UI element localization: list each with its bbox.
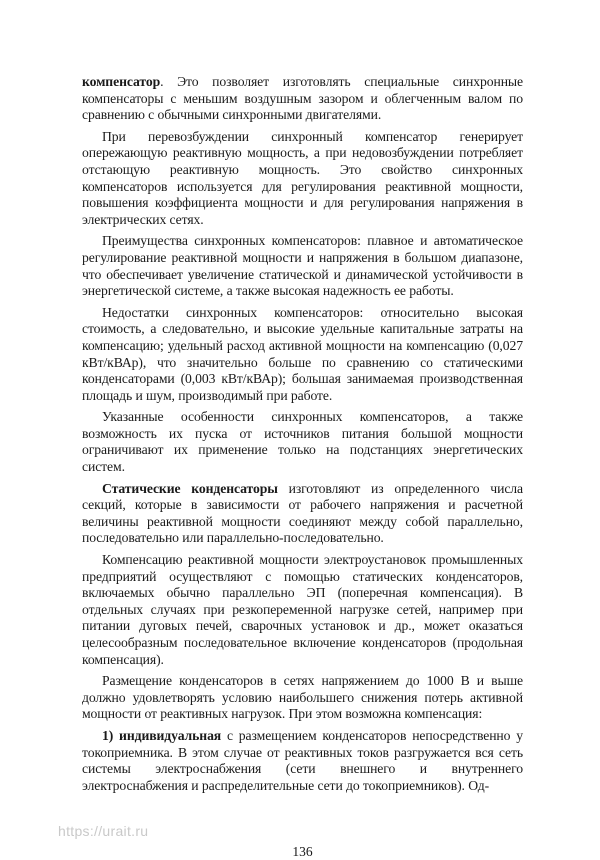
- paragraph-text: При перевозбуждении синхронный компенсатор генерирует опережающую реактивную мощность, а при недовозбуждении потребляет отстающую реактивную мощность. Это свойство синхронных компенсаторов используется для регулирования реактивной мощности, повышения коэффициента мощности и для регулирования напряжения в электрических сетях.: [82, 128, 523, 227]
- paragraph-5: [82, 409, 523, 475]
- bold-term: 1) индивидуальная: [102, 727, 222, 743]
- paragraph-text: Преимущества синхронных компенсаторов: плавное и автоматическое регулирование реактивной мощности и напряжения в большом диапазоне, что обеспечивает увеличение статической и динамической устойчивости в энергетической системе, а также высокая надежность ее работы.: [82, 233, 523, 299]
- paragraph-1: [82, 74, 523, 124]
- paragraph-text: . Это позволяет изготовлять специальные синхронные компенсаторы с меньшим воздушным зазором и облегченным валом по сравнению с обычными синхронными двигателями.: [82, 74, 523, 123]
- paragraph-text: Размещение конденсаторов в сетях напряжением до 1000 В и выше должно удовлетворять условию наибольшего снижения потерь активной мощности от реактивных нагрузок. При этом возможна компенсация:: [82, 673, 523, 722]
- paragraph-6: [82, 481, 523, 547]
- paragraph-2: [82, 129, 523, 229]
- paragraph-text: изготовляют из определенного числа секций, которые в зависимости от рабочего напряжения и расчетной величины реактивной мощности соединяют между собой параллельно, последовательно или параллельно-последовательно.: [82, 480, 523, 546]
- paragraph-9: [82, 728, 523, 794]
- body-text: [82, 74, 523, 794]
- paragraph-7: [82, 552, 523, 668]
- paragraph-text: Компенсацию реактивной мощности электроустановок промышленных предприятий осуществляют с помощью статических конденсаторов, включаемых обычно параллельно ЭП (поперечная компенсация). В отдельных случаях при резкопеременной нагрузке сетей, например при питании дуговых печей, сварочных установок и др., может оказаться целесообразным последовательное включение конденсаторов (продольная компенсация).: [82, 552, 523, 667]
- paragraph-8: [82, 673, 523, 723]
- bold-term: компенсатор: [82, 74, 161, 89]
- paragraph-text: Недостатки синхронных компенсаторов: относительно высокая стоимость, а следовательно, и высокие удельные капитальные затраты на компенсацию; удельный расход активной мощности на компенсацию (0,027 кВт/кВАр), что значительно больше по сравнению со статическими конденсаторами (0,003 кВт/кВАр); большая занимаемая производственная площадь и шум, производимый при работе.: [82, 304, 523, 403]
- page-number: 136: [292, 844, 313, 859]
- watermark-link[interactable]: https://urait.ru: [58, 823, 149, 839]
- bold-term: Статические конденсаторы: [102, 480, 278, 496]
- paragraph-3: [82, 233, 523, 299]
- paragraph-text: Указанные особенности синхронных компенсаторов, а также возможность их пуска от источников питания большой мощности ограничивают их применение только на подстанциях энергетических систем.: [82, 409, 523, 475]
- paragraph-text: с размещением конденсаторов непосредственно у токоприемника. В этом случае от реактивных токов разгружается вся сеть системы электроснабжения (сети внешнего и внутреннего электроснабжения и распределительные сети до токоприемников). Од-: [82, 727, 523, 793]
- paragraph-4: [82, 305, 523, 405]
